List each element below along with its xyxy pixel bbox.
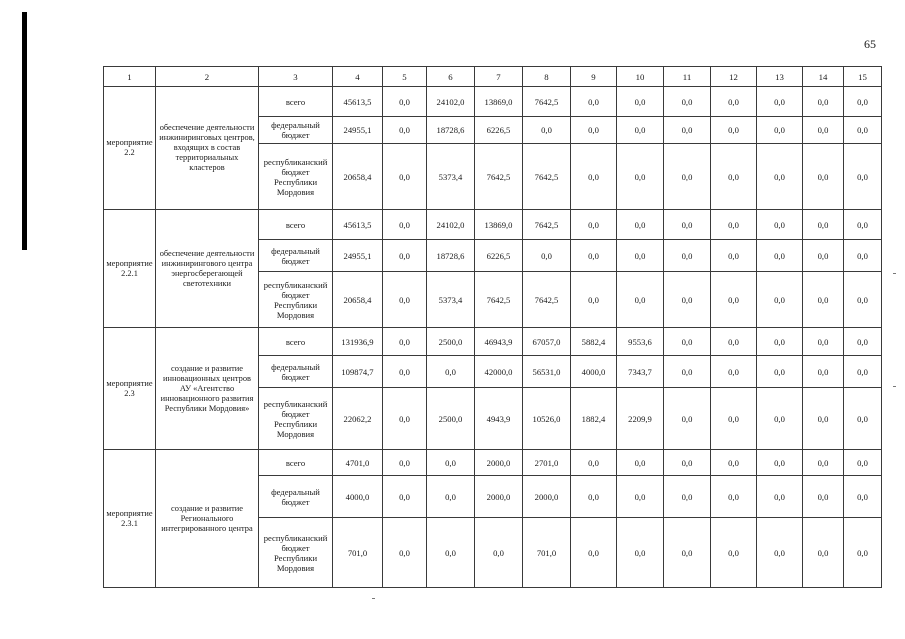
value-cell: 0,0 — [571, 518, 617, 588]
value-cell: 0,0 — [617, 117, 664, 144]
value-cell: 0,0 — [571, 450, 617, 476]
value-cell: 2000,0 — [475, 450, 523, 476]
value-cell: 0,0 — [617, 87, 664, 117]
funding-source-cell: всего — [259, 87, 333, 117]
value-cell: 0,0 — [664, 328, 711, 356]
value-cell: 0,0 — [757, 388, 803, 450]
value-cell: 0,0 — [571, 87, 617, 117]
value-cell: 67057,0 — [523, 328, 571, 356]
value-cell: 10526,0 — [523, 388, 571, 450]
column-number: 8 — [523, 67, 571, 87]
value-cell: 0,0 — [383, 240, 427, 272]
value-cell: 0,0 — [571, 210, 617, 240]
value-cell: 0,0 — [475, 518, 523, 588]
value-cell: 0,0 — [383, 144, 427, 210]
value-cell: 0,0 — [803, 117, 844, 144]
value-cell: 0,0 — [711, 87, 757, 117]
value-cell: 0,0 — [711, 210, 757, 240]
column-number: 13 — [757, 67, 803, 87]
value-cell: 5373,4 — [427, 272, 475, 328]
value-cell: 2209,9 — [617, 388, 664, 450]
value-cell: 0,0 — [664, 240, 711, 272]
value-cell: 18728,6 — [427, 240, 475, 272]
value-cell: 7642,5 — [475, 272, 523, 328]
value-cell: 7642,5 — [523, 144, 571, 210]
value-cell: 0,0 — [427, 518, 475, 588]
value-cell: 0,0 — [617, 518, 664, 588]
value-cell: 2500,0 — [427, 388, 475, 450]
value-cell: 0,0 — [383, 450, 427, 476]
value-cell: 0,0 — [427, 450, 475, 476]
value-cell: 0,0 — [844, 476, 882, 518]
value-cell: 7343,7 — [617, 356, 664, 388]
value-cell: 24955,1 — [333, 117, 383, 144]
value-cell: 0,0 — [617, 272, 664, 328]
value-cell: 0,0 — [757, 476, 803, 518]
value-cell: 0,0 — [844, 388, 882, 450]
description-cell: создание и развитие инновационных центров АУ «Агентство инновационного развития Республики Мордовия» — [156, 328, 259, 450]
value-cell: 0,0 — [617, 450, 664, 476]
column-number: 4 — [333, 67, 383, 87]
activity-cell: мероприятие 2.2.1 — [104, 210, 156, 328]
activity-cell: мероприятие 2.3 — [104, 328, 156, 450]
value-cell: 0,0 — [803, 450, 844, 476]
value-cell: 0,0 — [803, 87, 844, 117]
value-cell: 45613,5 — [333, 87, 383, 117]
value-cell: 0,0 — [844, 87, 882, 117]
value-cell: 13869,0 — [475, 210, 523, 240]
column-number: 6 — [427, 67, 475, 87]
value-cell: 9553,6 — [617, 328, 664, 356]
value-cell: 7642,5 — [523, 210, 571, 240]
value-cell: 0,0 — [383, 210, 427, 240]
value-cell: 0,0 — [617, 144, 664, 210]
column-number: 5 — [383, 67, 427, 87]
value-cell: 2500,0 — [427, 328, 475, 356]
value-cell: 0,0 — [757, 87, 803, 117]
value-cell: 4701,0 — [333, 450, 383, 476]
value-cell: 2701,0 — [523, 450, 571, 476]
value-cell: 0,0 — [523, 240, 571, 272]
value-cell: 0,0 — [711, 356, 757, 388]
table-row — [104, 450, 882, 476]
value-cell: 0,0 — [803, 356, 844, 388]
value-cell: 0,0 — [383, 272, 427, 328]
value-cell: 0,0 — [757, 117, 803, 144]
value-cell: 0,0 — [803, 476, 844, 518]
funding-source-cell: республиканский бюджет Республики Мордовия — [259, 518, 333, 588]
margin-bar — [22, 12, 27, 250]
column-number: 1 — [104, 67, 156, 87]
funding-source-cell: федеральный бюджет — [259, 356, 333, 388]
scan-speck — [372, 598, 375, 599]
value-cell: 13869,0 — [475, 87, 523, 117]
value-cell: 0,0 — [711, 476, 757, 518]
value-cell: 0,0 — [664, 272, 711, 328]
value-cell: 0,0 — [383, 388, 427, 450]
table-row — [104, 210, 882, 240]
table-row — [104, 87, 882, 117]
value-cell: 20658,4 — [333, 272, 383, 328]
value-cell: 42000,0 — [475, 356, 523, 388]
value-cell: 0,0 — [757, 240, 803, 272]
value-cell: 0,0 — [571, 240, 617, 272]
value-cell: 0,0 — [803, 272, 844, 328]
value-cell: 0,0 — [711, 117, 757, 144]
value-cell: 0,0 — [427, 356, 475, 388]
funding-source-cell: всего — [259, 210, 333, 240]
value-cell: 0,0 — [757, 210, 803, 240]
value-cell: 0,0 — [664, 476, 711, 518]
column-number: 11 — [664, 67, 711, 87]
value-cell: 0,0 — [427, 476, 475, 518]
value-cell: 2000,0 — [475, 476, 523, 518]
value-cell: 0,0 — [664, 356, 711, 388]
value-cell: 4943,9 — [475, 388, 523, 450]
value-cell: 22062,2 — [333, 388, 383, 450]
value-cell: 0,0 — [844, 240, 882, 272]
value-cell: 0,0 — [757, 328, 803, 356]
funding-source-cell: всего — [259, 328, 333, 356]
value-cell: 0,0 — [571, 144, 617, 210]
value-cell: 0,0 — [664, 450, 711, 476]
activity-cell: мероприятие 2.2 — [104, 87, 156, 210]
value-cell: 0,0 — [844, 210, 882, 240]
column-number: 3 — [259, 67, 333, 87]
value-cell: 0,0 — [844, 117, 882, 144]
value-cell: 0,0 — [664, 518, 711, 588]
value-cell: 701,0 — [523, 518, 571, 588]
value-cell: 0,0 — [757, 144, 803, 210]
funding-source-cell: республиканский бюджет Республики Мордовия — [259, 144, 333, 210]
value-cell: 0,0 — [617, 240, 664, 272]
value-cell: 7642,5 — [523, 272, 571, 328]
value-cell: 7642,5 — [523, 87, 571, 117]
value-cell: 0,0 — [664, 144, 711, 210]
value-cell: 0,0 — [523, 117, 571, 144]
funding-source-cell: республиканский бюджет Республики Мордовия — [259, 272, 333, 328]
description-cell: обеспечение деятельности инжиниринговых центров, входящих в состав территориальных кластеров — [156, 87, 259, 210]
value-cell: 0,0 — [844, 356, 882, 388]
value-cell: 0,0 — [571, 476, 617, 518]
value-cell: 0,0 — [757, 356, 803, 388]
value-cell: 6226,5 — [475, 240, 523, 272]
value-cell: 0,0 — [711, 388, 757, 450]
column-number: 9 — [571, 67, 617, 87]
value-cell: 2000,0 — [523, 476, 571, 518]
value-cell: 0,0 — [711, 144, 757, 210]
description-cell: обеспечение деятельности инжинирингового центра энергосберегающей светотехники — [156, 210, 259, 328]
value-cell: 0,0 — [757, 272, 803, 328]
value-cell: 0,0 — [711, 518, 757, 588]
value-cell: 45613,5 — [333, 210, 383, 240]
value-cell: 0,0 — [803, 328, 844, 356]
value-cell: 4000,0 — [333, 476, 383, 518]
value-cell: 131936,9 — [333, 328, 383, 356]
value-cell: 0,0 — [844, 272, 882, 328]
budget-table — [103, 66, 882, 588]
value-cell: 18728,6 — [427, 117, 475, 144]
page-number: 65 — [864, 37, 876, 51]
scan-speck — [893, 386, 896, 387]
column-number: 14 — [803, 67, 844, 87]
scan-speck — [893, 273, 896, 274]
value-cell: 0,0 — [383, 87, 427, 117]
value-cell: 0,0 — [383, 518, 427, 588]
value-cell: 56531,0 — [523, 356, 571, 388]
value-cell: 0,0 — [803, 240, 844, 272]
value-cell: 0,0 — [664, 87, 711, 117]
value-cell: 0,0 — [844, 518, 882, 588]
column-number: 12 — [711, 67, 757, 87]
value-cell: 0,0 — [383, 476, 427, 518]
value-cell: 0,0 — [664, 117, 711, 144]
value-cell: 0,0 — [803, 144, 844, 210]
value-cell: 5373,4 — [427, 144, 475, 210]
column-number-row — [104, 67, 882, 87]
funding-source-cell: республиканский бюджет Республики Мордовия — [259, 388, 333, 450]
value-cell: 0,0 — [757, 450, 803, 476]
value-cell: 0,0 — [664, 210, 711, 240]
value-cell: 0,0 — [844, 328, 882, 356]
value-cell: 0,0 — [844, 144, 882, 210]
value-cell: 6226,5 — [475, 117, 523, 144]
value-cell: 0,0 — [803, 210, 844, 240]
funding-source-cell: федеральный бюджет — [259, 117, 333, 144]
value-cell: 20658,4 — [333, 144, 383, 210]
funding-source-cell: всего — [259, 450, 333, 476]
value-cell: 24102,0 — [427, 87, 475, 117]
value-cell: 46943,9 — [475, 328, 523, 356]
value-cell: 0,0 — [617, 210, 664, 240]
value-cell: 0,0 — [664, 388, 711, 450]
value-cell: 0,0 — [383, 356, 427, 388]
value-cell: 0,0 — [711, 240, 757, 272]
value-cell: 24955,1 — [333, 240, 383, 272]
funding-source-cell: федеральный бюджет — [259, 476, 333, 518]
column-number: 7 — [475, 67, 523, 87]
value-cell: 1882,4 — [571, 388, 617, 450]
value-cell: 0,0 — [383, 328, 427, 356]
value-cell: 0,0 — [844, 450, 882, 476]
value-cell: 0,0 — [571, 117, 617, 144]
value-cell: 4000,0 — [571, 356, 617, 388]
value-cell: 5882,4 — [571, 328, 617, 356]
value-cell: 0,0 — [571, 272, 617, 328]
activity-cell: мероприятие 2.3.1 — [104, 450, 156, 588]
value-cell: 0,0 — [757, 518, 803, 588]
description-cell: создание и развитие Регионального интегрированного центра — [156, 450, 259, 588]
value-cell: 0,0 — [803, 518, 844, 588]
table-row — [104, 328, 882, 356]
column-number: 2 — [156, 67, 259, 87]
value-cell: 7642,5 — [475, 144, 523, 210]
funding-source-cell: федеральный бюджет — [259, 240, 333, 272]
value-cell: 0,0 — [711, 272, 757, 328]
column-number: 15 — [844, 67, 882, 87]
value-cell: 109874,7 — [333, 356, 383, 388]
value-cell: 0,0 — [617, 476, 664, 518]
value-cell: 0,0 — [803, 388, 844, 450]
value-cell: 0,0 — [711, 450, 757, 476]
value-cell: 0,0 — [383, 117, 427, 144]
value-cell: 0,0 — [711, 328, 757, 356]
value-cell: 701,0 — [333, 518, 383, 588]
value-cell: 24102,0 — [427, 210, 475, 240]
column-number: 10 — [617, 67, 664, 87]
